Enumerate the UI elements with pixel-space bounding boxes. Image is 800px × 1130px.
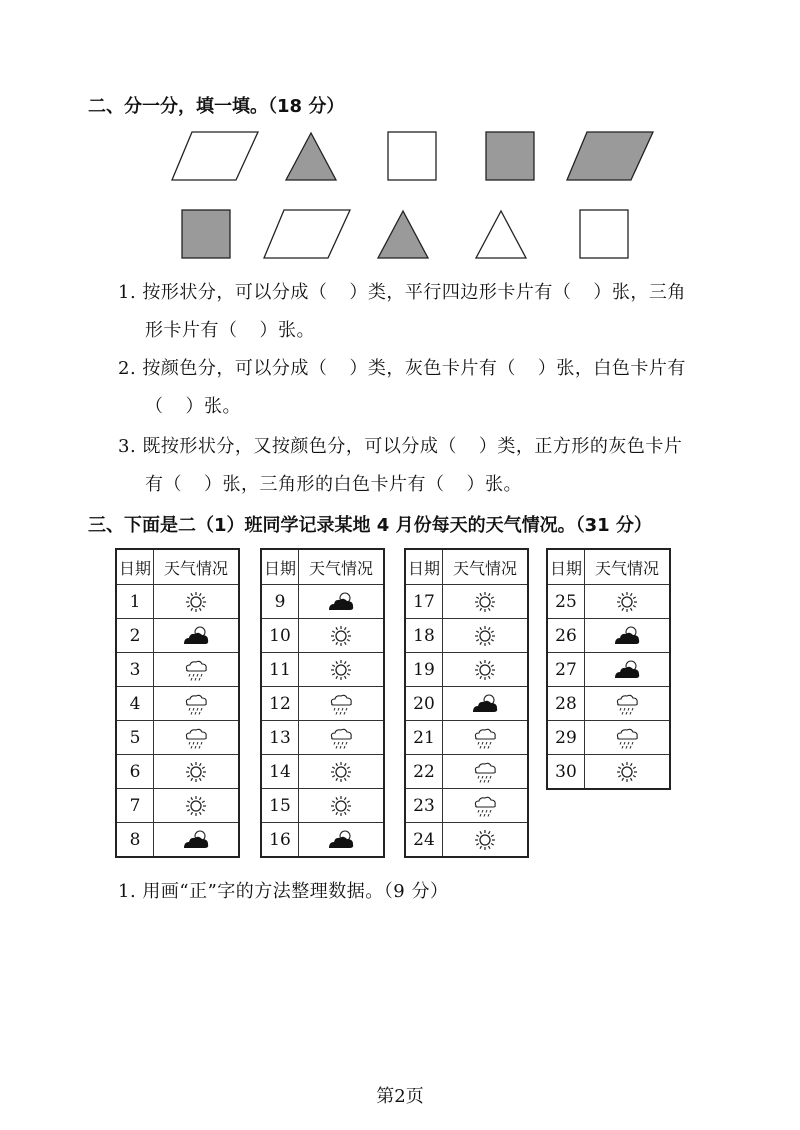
- rain-icon: [181, 692, 211, 716]
- weather-table: [546, 548, 671, 790]
- white-parallelogram-card: [262, 208, 352, 262]
- date-cell: 22: [405, 755, 443, 789]
- sun-icon: [326, 794, 356, 818]
- table-row: [547, 619, 670, 653]
- date-cell: 21: [405, 721, 443, 755]
- weather-cell: [299, 755, 385, 789]
- table-row: [116, 721, 239, 755]
- weather-cell: [585, 687, 671, 721]
- date-cell: 2: [116, 619, 154, 653]
- date-cell: 19: [405, 653, 443, 687]
- sun-icon: [326, 658, 356, 682]
- table-row: [405, 687, 528, 721]
- sun-icon: [612, 590, 642, 614]
- weather-cell: [299, 687, 385, 721]
- table-row: [261, 755, 384, 789]
- table-row: [405, 653, 528, 687]
- section3-heading: 三、下面是二（1）班同学记录某地 4 月份每天的天气情况。（31 分）: [88, 515, 652, 536]
- weather-cell: [585, 619, 671, 653]
- weather-cell: [154, 585, 240, 619]
- sun-icon: [470, 590, 500, 614]
- gray-triangle-card: [284, 130, 338, 184]
- gray-parallelogram-card: [565, 130, 655, 184]
- sun-icon: [181, 794, 211, 818]
- col-weather-header: 天气情况: [585, 549, 671, 585]
- weather-cell: [585, 755, 671, 790]
- weather-cell: [443, 823, 529, 858]
- weather-cell: [299, 585, 385, 619]
- sun-icon: [326, 760, 356, 784]
- rain-icon: [181, 658, 211, 682]
- date-cell: 10: [261, 619, 299, 653]
- weather-cell: [154, 653, 240, 687]
- date-cell: 18: [405, 619, 443, 653]
- weather-cell: [154, 721, 240, 755]
- weather-cell: [154, 755, 240, 789]
- date-cell: 30: [547, 755, 585, 790]
- q3-line1: 3. 既按形状分，又按颜色分，可以分成（ ）类，正方形的灰色卡片: [118, 436, 683, 457]
- q2-line1: 2. 按颜色分，可以分成（ ）类，灰色卡片有（ ）张，白色卡片有: [118, 358, 686, 379]
- white-parallelogram-card: [170, 130, 260, 184]
- weather-cell: [154, 687, 240, 721]
- weather-cell: [154, 619, 240, 653]
- weather-cell: [443, 653, 529, 687]
- date-cell: 8: [116, 823, 154, 858]
- gray-triangle-card: [376, 208, 430, 262]
- date-cell: 6: [116, 755, 154, 789]
- white-square-card: [386, 130, 440, 184]
- section2-heading: 二、分一分，填一填。（18 分）: [88, 96, 345, 117]
- col-weather-header: 天气情况: [299, 549, 385, 585]
- date-cell: 12: [261, 687, 299, 721]
- q1-line1: 1. 按形状分，可以分成（ ）类，平行四边形卡片有（ ）张，三角: [118, 282, 686, 303]
- table-header-row: [261, 549, 384, 585]
- sun-icon: [181, 760, 211, 784]
- date-cell: 29: [547, 721, 585, 755]
- date-cell: 11: [261, 653, 299, 687]
- weather-cell: [443, 755, 529, 789]
- cloudy-icon: [612, 658, 642, 682]
- weather-table: [115, 548, 240, 858]
- rain-icon: [326, 692, 356, 716]
- weather-cell: [443, 721, 529, 755]
- weather-cell: [443, 585, 529, 619]
- date-cell: 3: [116, 653, 154, 687]
- sun-icon: [470, 828, 500, 852]
- weather-cell: [299, 789, 385, 823]
- date-cell: 14: [261, 755, 299, 789]
- date-cell: 4: [116, 687, 154, 721]
- col-weather-header: 天气情况: [154, 549, 240, 585]
- rain-icon: [326, 726, 356, 750]
- page-number: 第2页: [376, 1086, 424, 1107]
- table-header-row: [405, 549, 528, 585]
- rain-icon: [470, 794, 500, 818]
- sun-icon: [181, 590, 211, 614]
- table-row: [261, 721, 384, 755]
- table-row: [116, 789, 239, 823]
- date-cell: 28: [547, 687, 585, 721]
- table-row: [405, 585, 528, 619]
- q1-line2: 形卡片有（ ）张。: [145, 320, 315, 341]
- sun-icon: [470, 624, 500, 648]
- date-cell: 9: [261, 585, 299, 619]
- sun-icon: [326, 624, 356, 648]
- sun-icon: [470, 658, 500, 682]
- weather-cell: [299, 721, 385, 755]
- weather-cell: [585, 653, 671, 687]
- date-cell: 7: [116, 789, 154, 823]
- table-row: [116, 653, 239, 687]
- weather-cell: [443, 619, 529, 653]
- date-cell: 16: [261, 823, 299, 858]
- white-square-card: [578, 208, 632, 262]
- white-triangle-card: [474, 208, 528, 262]
- gray-square-card: [180, 208, 234, 262]
- gray-square-card: [484, 130, 538, 184]
- weather-table: [404, 548, 529, 858]
- weather-cell: [443, 789, 529, 823]
- rain-icon: [470, 760, 500, 784]
- weather-table: [260, 548, 385, 858]
- weather-cell: [154, 789, 240, 823]
- table-header-row: [116, 549, 239, 585]
- col-date-header: 日期: [547, 549, 585, 585]
- date-cell: 15: [261, 789, 299, 823]
- rain-icon: [612, 726, 642, 750]
- date-cell: 27: [547, 653, 585, 687]
- weather-cell: [299, 653, 385, 687]
- table-row: [405, 823, 528, 858]
- table-header-row: [547, 549, 670, 585]
- date-cell: 26: [547, 619, 585, 653]
- table-row: [261, 789, 384, 823]
- weather-cell: [585, 585, 671, 619]
- date-cell: 17: [405, 585, 443, 619]
- sun-icon: [612, 760, 642, 784]
- date-cell: 20: [405, 687, 443, 721]
- table-row: [547, 585, 670, 619]
- cloudy-icon: [181, 828, 211, 852]
- date-cell: 24: [405, 823, 443, 858]
- cloudy-icon: [612, 624, 642, 648]
- table-row: [405, 789, 528, 823]
- rain-icon: [181, 726, 211, 750]
- table-row: [116, 687, 239, 721]
- weather-cell: [443, 687, 529, 721]
- table-row: [261, 823, 384, 858]
- col-date-header: 日期: [405, 549, 443, 585]
- q3-line2: 有（ ）张，三角形的白色卡片有（ ）张。: [145, 474, 522, 495]
- weather-cell: [299, 619, 385, 653]
- date-cell: 23: [405, 789, 443, 823]
- cloudy-icon: [181, 624, 211, 648]
- date-cell: 1: [116, 585, 154, 619]
- weather-cell: [154, 823, 240, 858]
- rain-icon: [470, 726, 500, 750]
- table-row: [261, 619, 384, 653]
- table-row: [116, 823, 239, 858]
- table-row: [261, 585, 384, 619]
- cloudy-icon: [326, 590, 356, 614]
- table-row: [405, 721, 528, 755]
- table-row: [405, 619, 528, 653]
- table-row: [547, 687, 670, 721]
- table-row: [116, 755, 239, 789]
- date-cell: 13: [261, 721, 299, 755]
- table-row: [547, 721, 670, 755]
- col-date-header: 日期: [261, 549, 299, 585]
- table-row: [547, 755, 670, 790]
- weather-cell: [585, 721, 671, 755]
- cloudy-icon: [470, 692, 500, 716]
- weather-cell: [299, 823, 385, 858]
- table-row: [261, 687, 384, 721]
- rain-icon: [612, 692, 642, 716]
- q2-line2: （ ）张。: [145, 396, 241, 417]
- table-row: [116, 619, 239, 653]
- cloudy-icon: [326, 828, 356, 852]
- date-cell: 5: [116, 721, 154, 755]
- col-date-header: 日期: [116, 549, 154, 585]
- section3-q1: 1. 用画“正”字的方法整理数据。（9 分）: [118, 881, 449, 902]
- table-row: [116, 585, 239, 619]
- col-weather-header: 天气情况: [443, 549, 529, 585]
- table-row: [547, 653, 670, 687]
- date-cell: 25: [547, 585, 585, 619]
- table-row: [261, 653, 384, 687]
- table-row: [405, 755, 528, 789]
